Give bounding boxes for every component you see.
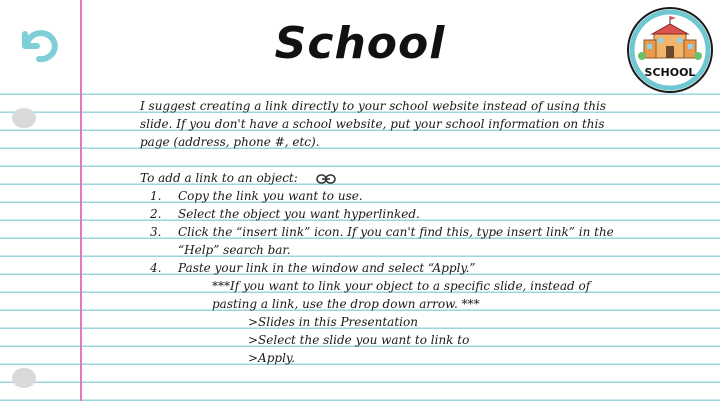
step-text: Paste your link in the window and select “Apply.” — [178, 261, 476, 275]
step-text: Copy the link you want to use. — [178, 189, 363, 203]
step-item — [140, 187, 620, 205]
instructions-heading: To add a link to an object: — [140, 171, 298, 185]
punch-hole — [12, 368, 36, 388]
step-item — [140, 223, 620, 259]
instructions-text — [140, 97, 620, 367]
step-number: 1. — [150, 189, 162, 203]
instructions-heading-row — [140, 169, 620, 187]
step-number: 2. — [150, 207, 162, 221]
spacer — [140, 151, 620, 169]
step-number: 4. — [150, 261, 162, 275]
substep-item: >Select the slide you want to link to — [248, 333, 470, 347]
step-number: 3. — [150, 225, 162, 239]
school-badge — [626, 6, 714, 94]
punch-hole — [12, 108, 36, 128]
step-item — [140, 259, 620, 277]
step-item — [140, 205, 620, 223]
badge-label: SCHOOL — [644, 66, 696, 79]
intro-paragraph: I suggest creating a link directly to your school website instead of using this slide. If you don't have a school website, put your school information on this page (address, phone #, etc). — [140, 99, 607, 149]
step-text: Select the object you want hyperlinked. — [178, 207, 420, 221]
link-icon — [316, 174, 336, 184]
step-text: Click the “insert link” icon. If you can't find this, type insert link” in the “Help” search bar. — [178, 225, 614, 257]
substep-item: >Slides in this Presentation — [248, 315, 418, 329]
page-title: School — [274, 18, 446, 69]
substep-item: >Apply. — [248, 351, 295, 365]
note-text: ***If you want to link your object to a specific slide, instead of pasting a link, use the drop down arrow. *** — [212, 279, 591, 311]
